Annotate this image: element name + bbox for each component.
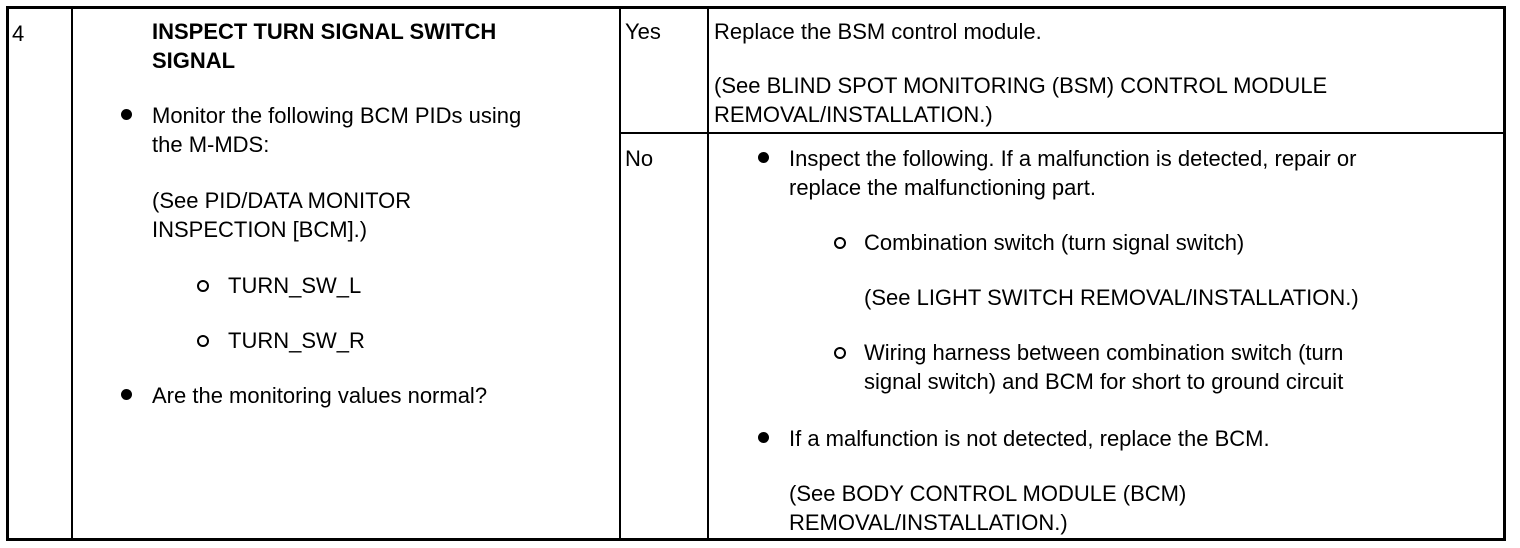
step-title-cont: SIGNAL xyxy=(152,48,236,73)
troubleshooting-table xyxy=(6,6,1506,541)
no-sub-item: Combination switch (turn signal switch) xyxy=(864,230,1245,255)
sub-bullet-circle xyxy=(197,335,209,347)
no-bullet-replace: If a malfunction is not detected, replace the BCM. xyxy=(789,426,1270,451)
no-bullet-inspect-cont: replace the malfunctioning part. xyxy=(789,175,1096,200)
sub-bullet-circle xyxy=(834,237,846,249)
no-sub-item: Wiring harness between combination switch (turn xyxy=(864,340,1344,365)
sub-bullet-circle xyxy=(197,280,209,292)
no-sub-reference: (See LIGHT SWITCH REMOVAL/INSTALLATION.) xyxy=(864,285,1359,310)
sub-bullet-circle xyxy=(834,347,846,359)
column-divider xyxy=(71,9,73,538)
bullet-dot xyxy=(758,152,769,163)
step-question: Are the monitoring values normal? xyxy=(152,383,488,408)
no-reference: (See BODY CONTROL MODULE (BCM) xyxy=(789,481,1187,506)
step-reference-cont: INSPECTION [BCM].) xyxy=(152,217,368,242)
column-divider xyxy=(707,9,709,538)
result-no-label: No xyxy=(625,146,654,171)
pid-item: TURN_SW_L xyxy=(228,273,362,298)
bullet-dot xyxy=(758,432,769,443)
column-divider xyxy=(619,9,621,538)
step-title: INSPECT TURN SIGNAL SWITCH xyxy=(152,19,497,44)
yes-action: Replace the BSM control module. xyxy=(714,19,1042,44)
row-divider xyxy=(619,132,1503,134)
result-yes-label: Yes xyxy=(625,19,661,44)
bullet-dot xyxy=(121,389,132,400)
step-bullet-monitor: Monitor the following BCM PIDs using xyxy=(152,103,522,128)
bullet-dot xyxy=(121,109,132,120)
step-bullet-monitor-cont: the M-MDS: xyxy=(152,132,270,157)
no-reference-cont: REMOVAL/INSTALLATION.) xyxy=(789,510,1068,535)
yes-reference: (See BLIND SPOT MONITORING (BSM) CONTROL MODULE xyxy=(714,73,1328,98)
step-number: 4 xyxy=(12,21,25,46)
no-sub-item-cont: signal switch) and BCM for short to ground circuit xyxy=(864,369,1344,394)
step-reference: (See PID/DATA MONITOR xyxy=(152,188,412,213)
yes-reference-cont: REMOVAL/INSTALLATION.) xyxy=(714,102,993,127)
pid-item: TURN_SW_R xyxy=(228,328,365,353)
no-bullet-inspect: Inspect the following. If a malfunction is detected, repair or xyxy=(789,146,1357,171)
